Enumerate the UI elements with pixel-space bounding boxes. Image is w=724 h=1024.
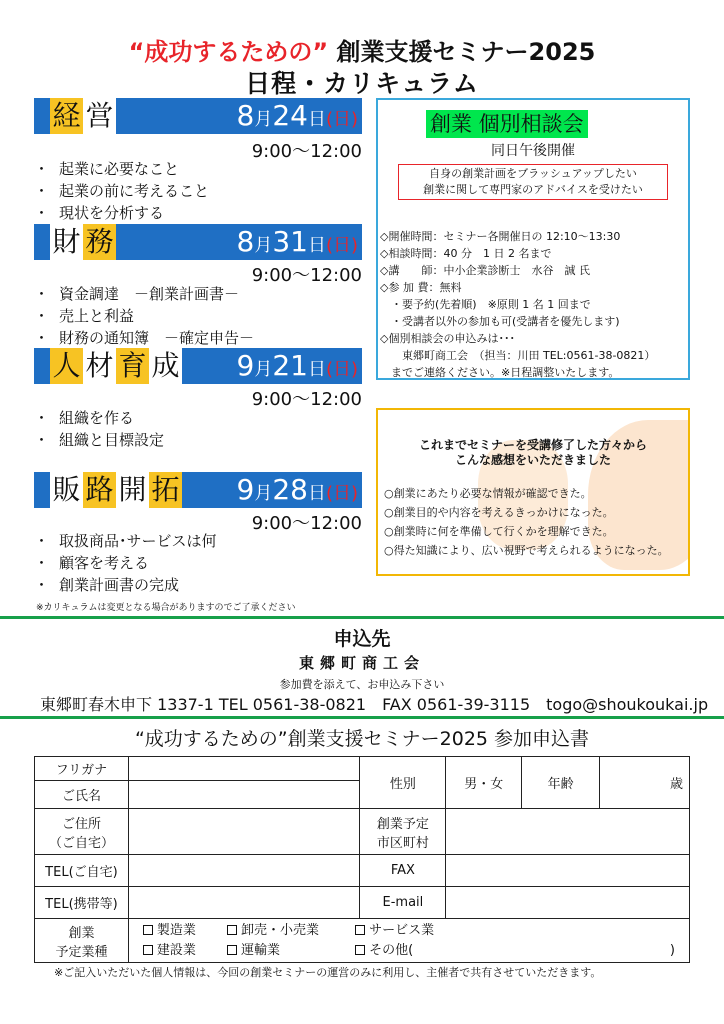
apply-note: 参加費を添えて、お申込み下さい — [279, 678, 445, 691]
session-char: 人 — [50, 348, 83, 384]
industry-option[interactable] — [227, 921, 351, 941]
city-label-line: 市区町村 — [376, 835, 429, 851]
checkbox[interactable] — [143, 925, 153, 935]
industry-label-line: 予定業種 — [55, 944, 108, 960]
bullet-item: ・ 起業に必要なこと — [34, 158, 209, 180]
furigana-field[interactable] — [128, 757, 360, 781]
bullet-item: ・ 起業の前に考えること — [34, 180, 209, 202]
bullet-item: ・ 組織を作る — [34, 407, 164, 429]
date-month-char: 月 — [254, 359, 273, 380]
curriculum-note: ※カリキュラムは変更となる場合がありますのでご了承ください — [36, 603, 296, 613]
checkbox[interactable] — [143, 945, 153, 955]
session-banner-3 — [34, 348, 362, 384]
date-day: 21 — [272, 349, 308, 382]
title-rest: 創業支援セミナー2025 — [328, 38, 596, 66]
session-char: 拓 — [149, 472, 182, 508]
checkbox[interactable] — [227, 945, 237, 955]
industry-label — [35, 919, 129, 963]
date-day-char: 日 — [307, 359, 326, 380]
feedback-item: ○創業目的や内容を考えるきっかけになった。 — [384, 506, 614, 519]
consultation-target-box — [398, 164, 668, 200]
apply-organization: 東郷町商工会 — [298, 654, 425, 672]
age-label: 年齢 — [522, 757, 600, 809]
city-field[interactable] — [446, 809, 690, 855]
session-name — [50, 472, 182, 508]
session-char: 販 — [50, 472, 83, 508]
fax-field[interactable] — [446, 855, 690, 887]
session-char: 営 — [83, 98, 116, 134]
close-paren: ) — [669, 942, 675, 958]
industry-option[interactable] — [143, 941, 223, 961]
address-label-line: （ご自宅） — [48, 835, 114, 851]
session-char: 務 — [83, 224, 116, 260]
tel-home-label: TEL(ご自宅) — [35, 855, 129, 887]
session-bullets — [34, 407, 164, 451]
feedback-list — [384, 484, 669, 560]
industry-option-label: 卸売・小売業 — [241, 922, 320, 938]
checkbox[interactable] — [355, 945, 365, 955]
feedback-heading-line: こんな感想をいただきました — [454, 453, 611, 467]
fax-label: FAX — [360, 855, 446, 887]
session-char: 育 — [116, 348, 149, 384]
apply-contact: 東郷町春木申下 1337-1 TEL 0561-38-0821 FAX 0561-39-3115 togo@shoukoukai.jp — [40, 695, 709, 714]
date-month-char: 月 — [254, 235, 273, 256]
session-char: 路 — [83, 472, 116, 508]
session-time: 9:00～12:00 — [251, 265, 362, 286]
date-day-char: 日 — [307, 235, 326, 256]
session-banner-4 — [34, 472, 362, 508]
session-name — [50, 98, 116, 134]
session-banner-2 — [34, 224, 362, 260]
form-title: “成功するための”創業支援セミナー2025 参加申込書 — [134, 728, 590, 750]
bullet-item: ・ 売上と利益 — [34, 305, 254, 327]
date-day: 31 — [272, 225, 308, 258]
city-label-line: 創業予定 — [376, 816, 429, 832]
date-day: 28 — [272, 473, 308, 506]
application-form — [34, 756, 690, 963]
tel-mobile-label: TEL(携帯等) — [35, 887, 129, 919]
session-char: 材 — [83, 348, 116, 384]
feedback-heading — [378, 438, 688, 468]
industry-option[interactable] — [355, 943, 413, 958]
tel-mobile-field[interactable] — [128, 887, 360, 919]
date-day-char: 日 — [307, 483, 326, 504]
session-bullets — [34, 283, 254, 349]
divider — [0, 616, 724, 619]
address-field[interactable] — [128, 809, 360, 855]
gender-field[interactable]: 男・女 — [446, 757, 522, 809]
industry-label-line: 創業 — [68, 925, 95, 941]
session-name — [50, 348, 182, 384]
address-label — [35, 809, 129, 855]
email-label: E-mail — [360, 887, 446, 919]
title-red: “成功するための” — [128, 38, 329, 66]
industry-option[interactable] — [355, 923, 434, 938]
bullet-item: ・ 創業計画書の完成 — [34, 574, 217, 596]
weekday: (日) — [325, 483, 358, 504]
industry-option[interactable] — [143, 921, 223, 941]
feedback-heading-line: これまでセミナーを受講修了した方々から — [418, 438, 647, 452]
session-time: 9:00～12:00 — [251, 141, 362, 162]
session-bullets — [34, 530, 217, 596]
bullet-item: ・ 資金調達 －創業計画書－ — [34, 283, 254, 305]
consultation-sub: 同日午後開催 — [491, 143, 575, 159]
consultation-heading: 創業 個別相談会 — [426, 110, 588, 138]
consultation-info: ◇開催時間：セミナー各開催日の 12:10～13:30 ◇相談時間：40 分 1 日 2 名まで ◇講 師：中小企業診断士 水谷 誠 氏 ◇参 加 費：無料 ・要予約(先着順) ※原則 1 名 1 回まで ・受講者以外の参加も可(受講者を優先します) ◇個別相談会の申込みは･･･ 東郷町商工会 （担当：川田 TEL:0561-38-0821） までご連絡ください。※日程調整いたします。 — [380, 230, 656, 379]
weekday: (日) — [325, 235, 358, 256]
industry-option[interactable] — [227, 941, 351, 961]
bullet-item: ・ 取扱商品･サービスは何 — [34, 530, 217, 552]
session-banner-1 — [34, 98, 362, 134]
checkbox[interactable] — [355, 925, 365, 935]
date-month: 8 — [236, 99, 255, 132]
session-time: 9:00～12:00 — [251, 389, 362, 410]
date-day-char: 日 — [307, 109, 326, 130]
session-time: 9:00～12:00 — [251, 513, 362, 534]
date-day: 24 — [272, 99, 308, 132]
email-field[interactable] — [446, 887, 690, 919]
main-title — [0, 32, 724, 67]
session-date — [236, 98, 358, 134]
target-line: 創業に関して専門家のアドバイスを受けたい — [423, 183, 643, 196]
bullet-item: ・ 現状を分析する — [34, 202, 209, 224]
feedback-item: ○創業時に何を準備して行くかを理解できた。 — [384, 525, 614, 538]
feedback-box — [376, 408, 690, 576]
bullet-item: ・ 顧客を考える — [34, 552, 217, 574]
industry-options — [128, 919, 689, 963]
bullet-item: ・ 財務の通知簿 －確定申告－ — [34, 327, 254, 349]
session-char: 経 — [50, 98, 83, 134]
tel-home-field[interactable] — [128, 855, 360, 887]
city-label — [360, 809, 446, 855]
industry-option-label: 運輸業 — [241, 942, 281, 958]
age-field[interactable] — [600, 757, 690, 809]
feedback-item: ○得た知識により、広い視野で考えられるようになった。 — [384, 544, 669, 557]
apply-heading: 申込先 — [333, 628, 391, 650]
session-date — [236, 472, 358, 508]
privacy-note: ※ご記入いただいた個人情報は、今回の創業セミナーの運営のみに利用し、主催者で共有させていただきます。 — [54, 966, 602, 979]
industry-option-label: 建設業 — [156, 942, 196, 958]
industry-option-label: サービス業 — [369, 922, 435, 938]
furigana-label: フリガナ — [35, 757, 129, 781]
session-bullets — [34, 158, 209, 224]
age-unit: 歳 — [669, 777, 683, 792]
session-char: 成 — [149, 348, 182, 384]
feedback-item: ○創業にあたり必要な情報が確認できた。 — [384, 487, 592, 500]
name-label: ご氏名 — [35, 781, 129, 809]
date-month-char: 月 — [254, 109, 273, 130]
target-line: 自身の創業計画をブラッシュアップしたい — [429, 167, 637, 180]
session-char: 財 — [50, 224, 83, 260]
session-date — [236, 348, 358, 384]
address-label-line: ご住所 — [61, 816, 101, 832]
divider — [0, 716, 724, 719]
session-date — [236, 224, 358, 260]
date-month: 9 — [236, 349, 255, 382]
industry-option-label: 製造業 — [156, 922, 196, 938]
date-month: 8 — [236, 225, 255, 258]
weekday: (日) — [325, 109, 358, 130]
session-char: 開 — [116, 472, 149, 508]
consultation-box — [376, 98, 690, 380]
subtitle: 日程・カリキュラム — [245, 69, 479, 98]
date-month-char: 月 — [254, 483, 273, 504]
bullet-item: ・ 組織と目標設定 — [34, 429, 164, 451]
industry-option-label: その他( — [369, 942, 414, 958]
weekday: (日) — [325, 359, 358, 380]
date-month: 9 — [236, 473, 255, 506]
gender-label: 性別 — [360, 757, 446, 809]
session-name — [50, 224, 116, 260]
checkbox[interactable] — [227, 925, 237, 935]
name-field[interactable] — [128, 781, 360, 809]
